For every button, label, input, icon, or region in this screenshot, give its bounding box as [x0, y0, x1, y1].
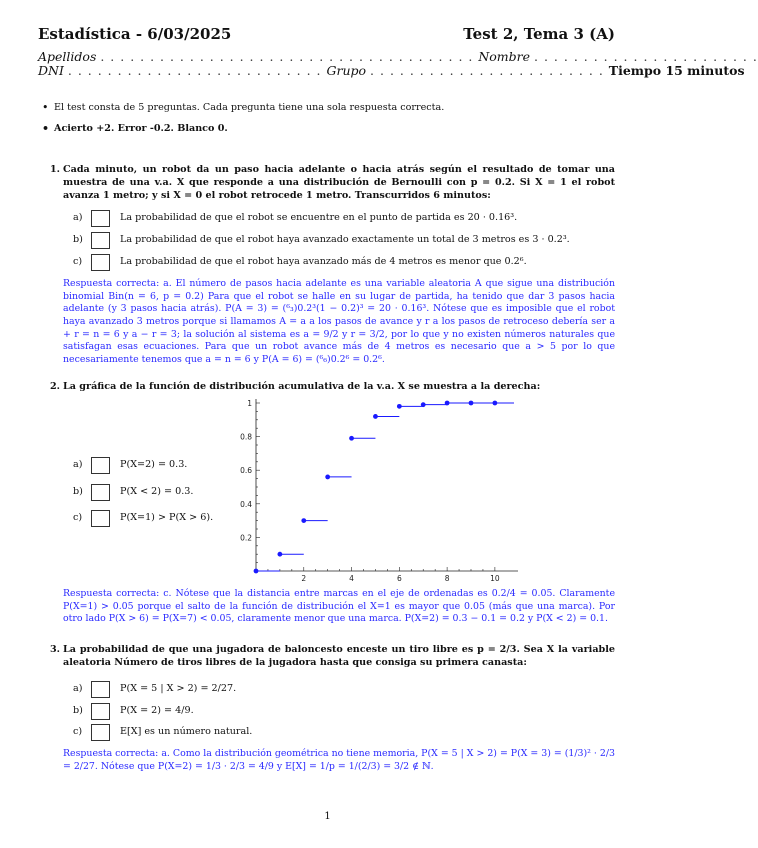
option-label: c): [73, 256, 83, 268]
apellidos-label: Apellidos: [38, 49, 97, 64]
question-2-text: La gráfica de la función de distribución acumulativa de la v.a. X se muestra a la derecha:: [63, 381, 541, 392]
question-3-text: La probabilidad de que una jugadora de baloncesto enceste un tiro libre es p = 2/3. Sea X la variable aleatoria Número de tiros libres de la jugadora hasta que consiga su primera canasta:: [63, 644, 615, 668]
y-tick-label: 0.6: [240, 466, 252, 476]
option-text: La probabilidad de que el robot haya avanzado más de 4 metros es menor que 0.2⁶.: [120, 256, 527, 268]
question-1-answer: Respuesta correcta: a. El número de pasos hacia adelante es una variable aleatoria A que sigue una distribución binomial Bin(n = 6, p = 0.2) Para que el robot se halle en su lugar de partida, ha tenido que dar 3 pasos hacia adelante (y 3 pasos hacia atrás). P(A = 3) = (⁶₃)0.2³(1 − 0.2)³ = 20 · 0.16³. Nótese que es imposible que el robot haya avanzado 3 metros porque si llamamos A = a a los pasos de avance y r a los pasos de retroceso debería ser a + r = n = 6 y a − r = 3; la solución al sistema es a = 9/2 y r = 3/2, por lo que y no existen números naturales que satisfagan esas ecuaciones. Para que un robot avance más de 4 metros es necesario que a > 5 por lo que necesariamente tenemos que a = n = 6 y P(A = 6) = (⁶₆)0.2⁶ = 0.2⁶.: [63, 278, 615, 366]
option-text: La probabilidad de que el robot haya avanzado exactamente un total de 3 metros es 3 · 0.2³.: [120, 234, 570, 246]
option-text: P(X = 2) = 4/9.: [120, 705, 194, 717]
option-label: a): [73, 683, 83, 695]
cdf-point: [445, 401, 450, 406]
question-2-option-c[interactable]: [73, 510, 213, 527]
y-tick-label: 0.2: [240, 533, 252, 543]
answer-checkbox[interactable]: [91, 510, 110, 527]
cdf-point: [254, 569, 259, 574]
question-2-number: 2.: [50, 381, 61, 392]
dni-line: [38, 63, 745, 80]
instruction-2: • Acierto +2. Error -0.2. Blanco 0.: [54, 123, 228, 136]
x-tick-label: 4: [349, 574, 354, 583]
y-tick-label: 0.4: [240, 499, 252, 509]
answer-checkbox[interactable]: [91, 724, 110, 741]
answer-checkbox[interactable]: [91, 457, 110, 474]
x-tick-label: 6: [396, 574, 402, 583]
question-1-option-b[interactable]: [73, 232, 570, 249]
option-text: La probabilidad de que el robot se encuentre en el punto de partida es 20 · 0.16³.: [120, 212, 518, 224]
option-label: a): [73, 212, 83, 224]
option-label: b): [73, 705, 83, 717]
question-3-number: 3.: [50, 644, 61, 655]
nombre-label: Nombre: [478, 49, 531, 64]
exam-title: Estadística - 6/03/2025: [38, 25, 232, 43]
cdf-point: [301, 518, 306, 523]
x-tick-label: 2: [301, 574, 307, 583]
question-1-option-c[interactable]: [73, 254, 527, 271]
page-number: 1: [324, 811, 331, 822]
answer-checkbox[interactable]: [91, 232, 110, 249]
question-2-option-a[interactable]: [73, 457, 187, 474]
x-tick-label: 10: [490, 574, 500, 583]
option-label: c): [73, 726, 83, 738]
option-text: P(X < 2) = 0.3.: [120, 486, 194, 498]
cdf-point: [373, 414, 378, 419]
dni-field[interactable]: . . . . . . . . . . . . . . . . . . . . . . . . . .: [67, 63, 327, 78]
answer-checkbox[interactable]: [91, 210, 110, 227]
option-text: P(X=1) > P(X > 6).: [120, 512, 214, 524]
grupo-field[interactable]: . . . . . . . . . . . . . . . . . . . . . . . .: [370, 63, 609, 78]
option-label: b): [73, 486, 83, 498]
cdf-point: [397, 404, 402, 409]
question-1-text: Cada minuto, un robot da un paso hacia adelante o hacia atrás según el resultado de tomar una muestra de una v.a. X que responde a una distribución de Bernoulli con p = 0.2. Si X = 1 el robot avanza 1 metro; y si X = 0 el robot retrocede 1 metro. Transcurridos 6 minutos:: [63, 164, 615, 201]
option-label: a): [73, 459, 83, 471]
question-3-option-b[interactable]: [73, 703, 194, 720]
answer-checkbox[interactable]: [91, 254, 110, 271]
instruction-1: • El test consta de 5 preguntas. Cada pregunta tiene una sola respuesta correcta.: [54, 102, 444, 115]
question-2-answer: Respuesta correcta: c. Nótese que la distancia entre marcas en el eje de ordenadas es 0.2/4 = 0.05. Claramente P(X=1) > 0.05 porque el salto de la función de distribución el X=1 es mayor que 0.05 (más que una marca). Por otro lado P(X > 6) = P(X=7) < 0.05, claramente menor que una marca. P(X=2) = 0.3 − 0.1 = 0.2 y P(X < 2) = 0.1.: [63, 588, 615, 625]
cdf-point: [325, 475, 330, 480]
option-text: E[X] es un número natural.: [120, 726, 253, 738]
question-1-option-a[interactable]: [73, 210, 517, 227]
grupo-label: Grupo: [326, 63, 367, 78]
dni-label: DNI: [38, 63, 64, 78]
question-3-option-c[interactable]: [73, 724, 252, 741]
nombre-field[interactable]: . . . . . . . . . . . . . . . . . . . . . . .: [534, 49, 758, 64]
option-label: c): [73, 512, 83, 524]
answer-checkbox[interactable]: [91, 703, 110, 720]
question-2-option-b[interactable]: [73, 484, 193, 501]
question-3-option-a[interactable]: [73, 681, 236, 698]
cdf-point: [469, 401, 474, 406]
y-tick-label: 1: [247, 399, 252, 408]
cdf-point: [492, 401, 497, 406]
question-1-number: 1.: [50, 164, 61, 175]
cdf-point: [277, 552, 282, 557]
option-text: P(X=2) = 0.3.: [120, 459, 188, 471]
apellidos-field[interactable]: . . . . . . . . . . . . . . . . . . . . . . . . . . . . . . . . . . . . . .: [100, 49, 479, 64]
x-tick-label: 8: [444, 574, 450, 583]
cdf-chart: [240, 396, 530, 583]
test-version: Test 2, Tema 3 (A): [463, 25, 615, 43]
option-text: P(X = 5 | X > 2) = 2/27.: [120, 683, 237, 695]
cdf-point: [421, 402, 426, 407]
answer-checkbox[interactable]: [91, 484, 110, 501]
answer-checkbox[interactable]: [91, 681, 110, 698]
cdf-point: [349, 436, 354, 441]
question-3-answer: Respuesta correcta: a. Como la distribución geométrica no tiene memoria, P(X = 5 | X > 2) = P(X = 3) = (1/3)² · 2/3 = 2/27. Nótese que P(X=2) = 1/3 · 2/3 = 4/9 y E[X] = 1/p = 1/(2/3) = 3/2 ∉ ℕ.: [63, 748, 615, 772]
time-limit: Tiempo 15 minutos: [608, 63, 745, 78]
y-tick-label: 0.8: [240, 432, 252, 442]
option-label: b): [73, 234, 83, 246]
